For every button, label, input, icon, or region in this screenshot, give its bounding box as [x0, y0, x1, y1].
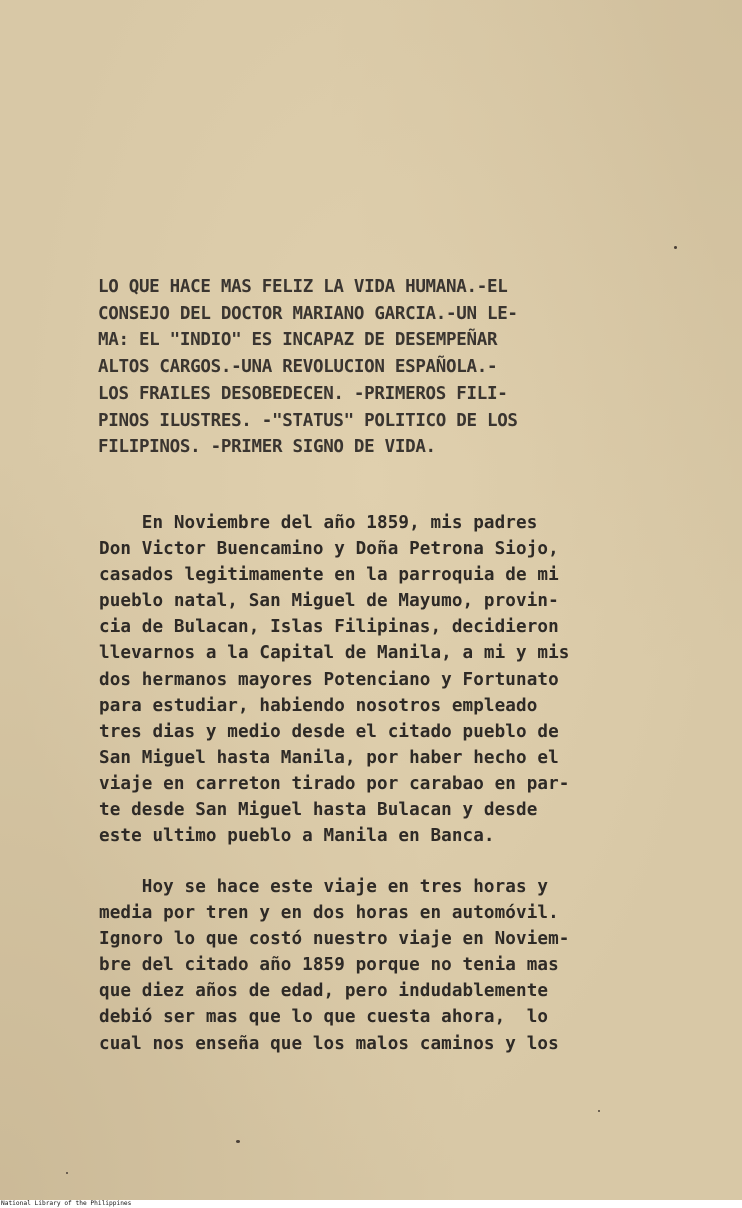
ink-speck	[236, 1140, 240, 1143]
ink-speck	[674, 246, 677, 249]
ink-speck	[598, 1110, 600, 1112]
body-paragraph-1: En Noviembre del año 1859, mis padres Don Victor Buencamino y Doña Petrona Siojo, casados legitimamente en la parroquia de mi pueblo natal, San Miguel de Mayumo, provin- cia de Bulacan, Islas Filipinas, decidieron llevarnos a la Capital de Manila, a mi y mis dos hermanos mayores Potenciano y Fortunato para estudiar, habiendo nosotros empleado tres dias y medio desde el citado pueblo de San Miguel hasta Manila, por haber hecho el viaje en carreton tirado por carabao en par- te desde San Miguel hasta Bulacan y desde este ultimo pueblo a Manila en Banca.	[99, 513, 570, 847]
ink-speck	[66, 1172, 68, 1174]
body-paragraph-2: Hoy se hace este viaje en tres horas y media por tren y en dos horas en automóvil. Ignoro lo que costó nuestro viaje en Noviem- bre del citado año 1859 porque no tenia mas que diez años de edad, pero indudablemente debió ser mas que lo que cuesta ahora, lo cual nos enseña que los malos caminos y los	[99, 877, 570, 1054]
chapter-summary-headline: LO QUE HACE MAS FELIZ LA VIDA HUMANA.-EL CONSEJO DEL DOCTOR MARIANO GARCIA.-UN LE- MA: EL "INDIO" ES INCAPAZ DE DESEMPEÑAR ALTOS CARGOS.-UNA REVOLUCION ESPAÑOLA.- LOS FRAILES DESOBEDECEN. -PRIMEROS FILI- PINOS ILUSTRES. -"STATUS" POLITICO DE LOS FILIPINOS. -PRIMER SIGNO DE VIDA.	[98, 277, 518, 458]
footer-credit: National Library of the Philippines	[1, 1200, 132, 1207]
